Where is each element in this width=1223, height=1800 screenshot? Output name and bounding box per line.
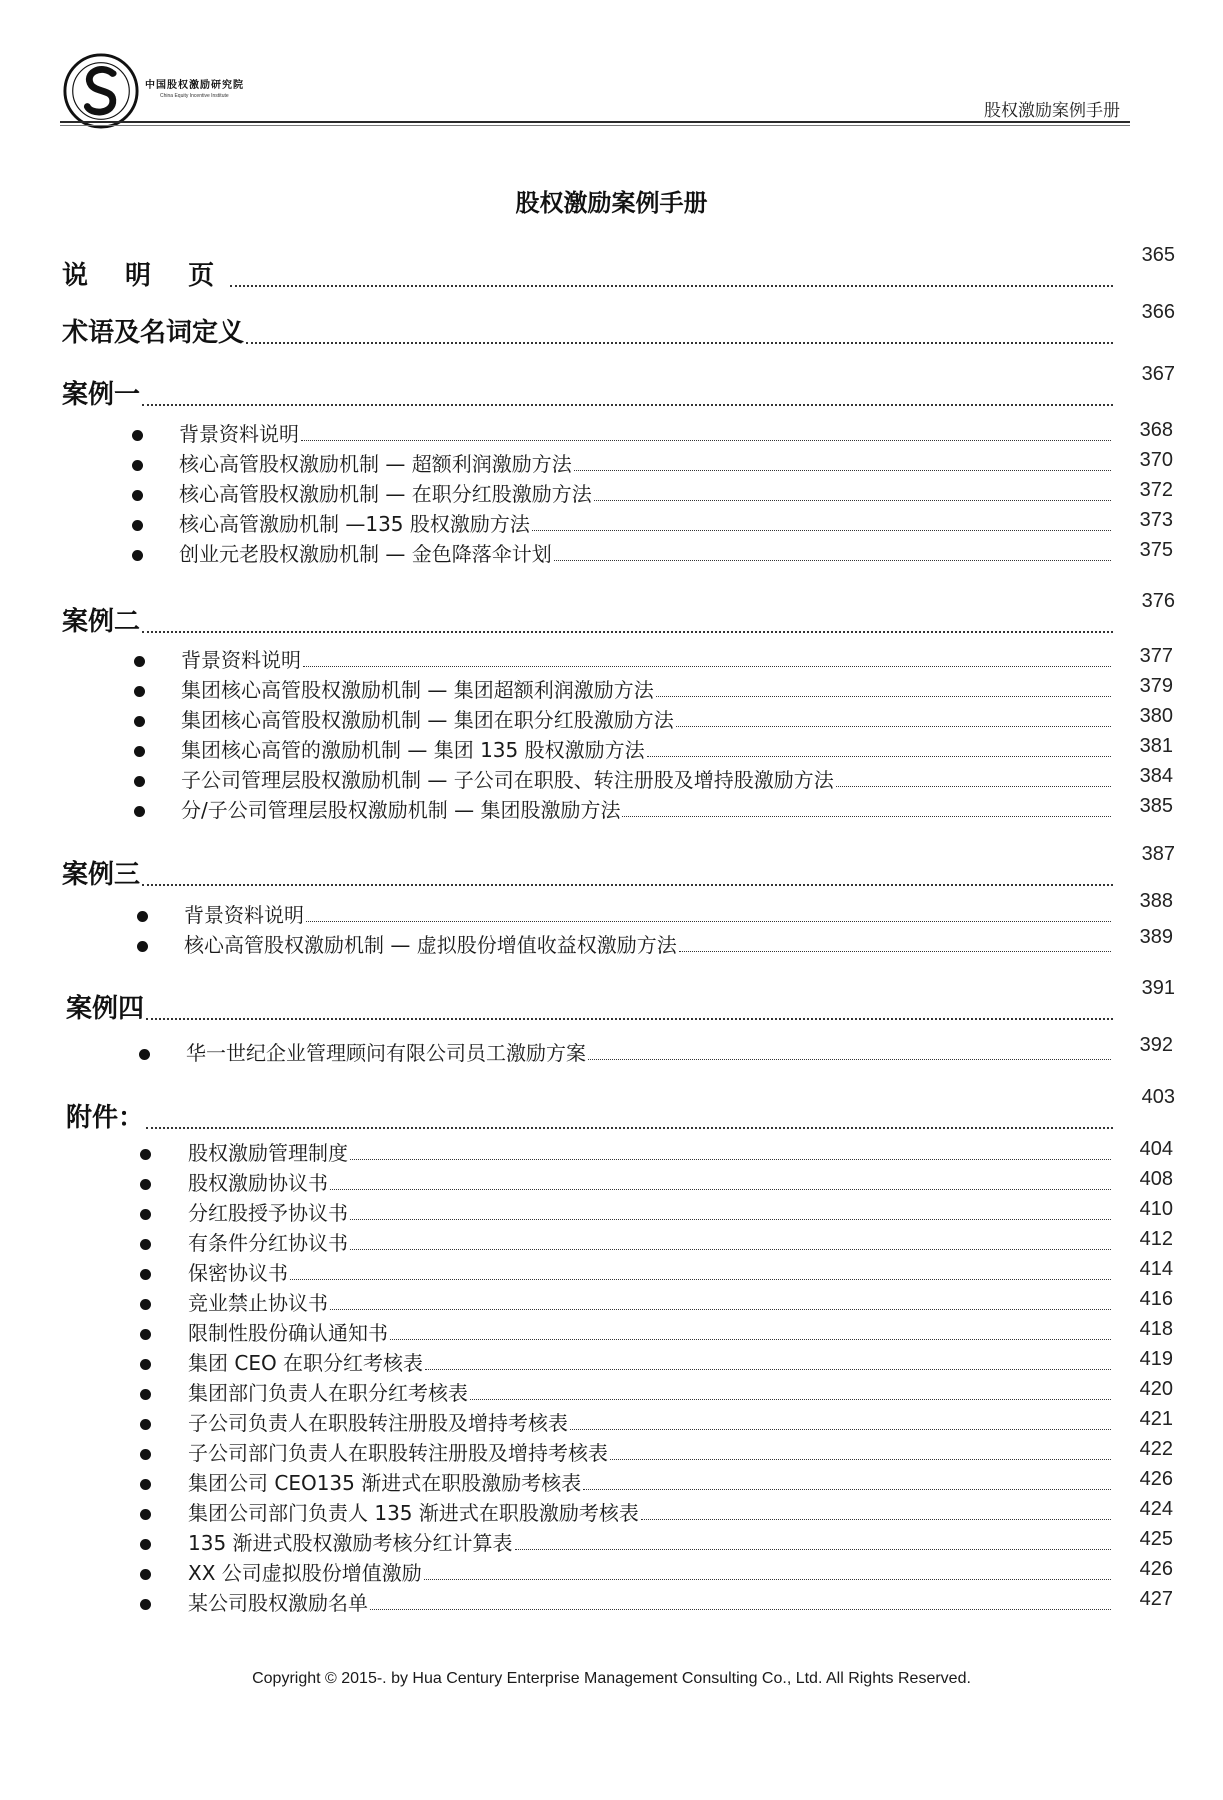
toc-page-number: 426: [1139, 1558, 1173, 1580]
toc-item-label: 股权激励协议书: [188, 1171, 328, 1195]
dot-leader: [622, 816, 1111, 817]
toc-item[interactable]: [179, 509, 1173, 537]
toc-item[interactable]: [181, 675, 1173, 703]
bullet-icon: [137, 941, 148, 952]
toc-item-label: 核心高管激励机制 —135 股权激励方法: [179, 512, 530, 536]
org-name-en: China Equity Incentive Institute: [160, 93, 229, 99]
toc-page-number: 380: [1139, 705, 1173, 727]
bullet-icon: [140, 1419, 151, 1430]
toc-page-number: 384: [1139, 765, 1173, 787]
dot-leader: [588, 1059, 1111, 1060]
toc-item-label: 集团 CEO 在职分红考核表: [188, 1351, 424, 1375]
toc-item[interactable]: [188, 1258, 1173, 1286]
running-header: 股权激励案例手册: [984, 101, 1120, 121]
toc-item[interactable]: [188, 1348, 1173, 1376]
bullet-icon: [134, 776, 145, 787]
org-name-cn: 中国股权激励研究院: [145, 80, 244, 91]
toc-item[interactable]: [188, 1588, 1173, 1616]
toc-item[interactable]: [188, 1378, 1173, 1406]
dot-leader: [330, 1189, 1111, 1190]
toc-item[interactable]: [181, 765, 1173, 793]
toc-item[interactable]: [179, 479, 1173, 507]
toc-page-number: 370: [1139, 449, 1173, 471]
toc-item-label: 集团公司 CEO135 渐进式在职股激励考核表: [188, 1471, 582, 1495]
toc-page-number: 366: [1141, 301, 1175, 323]
toc-section-label: 说 明 页: [62, 261, 229, 291]
toc-item[interactable]: [188, 1318, 1173, 1346]
dot-leader: [350, 1159, 1111, 1160]
toc-page-number: 375: [1139, 539, 1173, 561]
bullet-icon: [134, 746, 145, 757]
toc-page-number: 404: [1139, 1138, 1173, 1160]
dot-leader: [350, 1249, 1111, 1250]
toc-page-number: 412: [1139, 1228, 1173, 1250]
toc-item-label: 集团核心高管股权激励机制 — 集团在职分红股激励方法: [181, 708, 674, 732]
dot-leader: [290, 1279, 1111, 1280]
bullet-icon: [140, 1239, 151, 1250]
toc-page-number: 391: [1141, 977, 1175, 999]
bullet-icon: [134, 686, 145, 697]
toc-item-label: 背景资料说明: [181, 648, 301, 672]
toc-item[interactable]: [181, 795, 1173, 823]
dot-leader: [570, 1429, 1111, 1430]
toc-page-number: 421: [1139, 1408, 1173, 1430]
dot-leader: [641, 1519, 1111, 1520]
toc-item[interactable]: [179, 449, 1173, 477]
toc-page-number: 410: [1139, 1198, 1173, 1220]
dot-leader: [230, 285, 1113, 287]
toc-item[interactable]: [188, 1468, 1173, 1496]
toc-item[interactable]: [179, 539, 1173, 567]
toc-item[interactable]: [179, 419, 1173, 447]
toc-section[interactable]: [62, 843, 1175, 891]
toc-section-label: 案例一: [62, 380, 141, 410]
toc-section[interactable]: [62, 363, 1175, 411]
dot-leader: [301, 440, 1111, 441]
toc-page-number: 425: [1139, 1528, 1173, 1550]
toc-item-label: 核心高管股权激励机制 — 虚拟股份增值收益权激励方法: [184, 933, 677, 957]
toc-item-label: 背景资料说明: [179, 422, 299, 446]
toc-page-number: 368: [1139, 419, 1173, 441]
toc-page-number: 418: [1139, 1318, 1173, 1340]
toc-item[interactable]: [188, 1528, 1173, 1556]
toc-page-number: 387: [1141, 843, 1175, 865]
copyright-footer: Copyright © 2015-. by Hua Century Enterprise Management Consulting Co., Ltd. All Rights Reserved.: [252, 1670, 971, 1687]
toc-item[interactable]: [184, 890, 1173, 928]
toc-page-number: 422: [1139, 1438, 1173, 1460]
dot-leader: [583, 1489, 1111, 1490]
toc-page-number: 419: [1139, 1348, 1173, 1370]
bullet-icon: [140, 1539, 151, 1550]
bullet-icon: [134, 656, 145, 667]
toc-item[interactable]: [184, 926, 1173, 958]
toc-item-label: 保密协议书: [188, 1261, 288, 1285]
toc-item-label: 限制性股份确认通知书: [188, 1321, 388, 1345]
toc-item[interactable]: [181, 735, 1173, 763]
toc-item-label: XX 公司虚拟股份增值激励: [188, 1561, 422, 1585]
bullet-icon: [140, 1209, 151, 1220]
bullet-icon: [140, 1359, 151, 1370]
toc-item-label: 某公司股权激励名单: [188, 1591, 368, 1615]
toc-item[interactable]: [188, 1198, 1173, 1226]
dot-leader: [515, 1549, 1111, 1550]
bullet-icon: [134, 716, 145, 727]
dot-leader: [390, 1339, 1111, 1340]
toc-page-number: 414: [1139, 1258, 1173, 1280]
toc-item-label: 集团公司部门负责人 135 渐进式在职股激励考核表: [188, 1501, 639, 1525]
bullet-icon: [132, 490, 143, 501]
bullet-icon: [134, 806, 145, 817]
toc-section-label: 案例三: [62, 860, 141, 890]
toc-page-number: 377: [1139, 645, 1173, 667]
toc-item-label: 子公司部门负责人在职股转注册股及增持考核表: [188, 1441, 608, 1465]
toc-page-number: 379: [1139, 675, 1173, 697]
toc-page-number: 426: [1139, 1468, 1173, 1490]
dot-leader: [303, 666, 1111, 667]
dot-leader: [142, 404, 1113, 406]
toc-page-number: 403: [1141, 1086, 1175, 1108]
toc-page-number: 367: [1141, 363, 1175, 385]
toc-section-label: 术语及名词定义: [62, 318, 245, 348]
toc-item-label: 分红股授予协议书: [188, 1201, 348, 1225]
dot-leader: [676, 726, 1111, 727]
dot-leader: [350, 1219, 1111, 1220]
toc-item-label: 背景资料说明: [184, 903, 304, 927]
bullet-icon: [140, 1449, 151, 1460]
toc-item[interactable]: [181, 705, 1173, 733]
toc-page-number: 376: [1141, 590, 1175, 612]
toc-page-number: 420: [1139, 1378, 1173, 1400]
bullet-icon: [140, 1599, 151, 1610]
toc-item-label: 集团核心高管股权激励机制 — 集团超额利润激励方法: [181, 678, 654, 702]
dot-leader: [424, 1579, 1111, 1580]
toc-item[interactable]: [181, 645, 1173, 673]
bullet-icon: [140, 1479, 151, 1490]
dot-leader: [306, 921, 1111, 922]
toc-page-number: 385: [1139, 795, 1173, 817]
toc-item[interactable]: [186, 1034, 1173, 1066]
dot-leader: [647, 756, 1111, 757]
dot-leader: [142, 631, 1113, 633]
toc-item[interactable]: [188, 1138, 1173, 1166]
toc-item[interactable]: [188, 1498, 1173, 1526]
document-title: 股权激励案例手册: [515, 189, 708, 217]
toc-page-number: 365: [1141, 244, 1175, 266]
bullet-icon: [140, 1149, 151, 1160]
toc-page-number: 388: [1139, 890, 1173, 912]
toc-section-label: 附件：: [66, 1103, 145, 1133]
dot-leader: [470, 1399, 1111, 1400]
bullet-icon: [132, 460, 143, 471]
bullet-icon: [132, 520, 143, 531]
bullet-icon: [140, 1269, 151, 1280]
toc-page-number: 372: [1139, 479, 1173, 501]
toc-item-label: 竞业禁止协议书: [188, 1291, 328, 1315]
toc-item-label: 华一世纪企业管理顾问有限公司员工激励方案: [186, 1041, 586, 1065]
toc-section[interactable]: [62, 301, 1175, 349]
toc-page-number: 389: [1139, 926, 1173, 948]
toc-item-label: 核心高管股权激励机制 — 超额利润激励方法: [179, 452, 572, 476]
bullet-icon: [139, 1049, 150, 1060]
toc-page-number: 408: [1139, 1168, 1173, 1190]
toc-item[interactable]: [188, 1558, 1173, 1586]
dot-leader: [146, 1127, 1113, 1129]
toc-item-label: 集团核心高管的激励机制 — 集团 135 股权激励方法: [181, 738, 645, 762]
toc-item[interactable]: [188, 1288, 1173, 1316]
dot-leader: [370, 1609, 1111, 1610]
toc-item[interactable]: [188, 1228, 1173, 1256]
dot-leader: [554, 560, 1111, 561]
toc-item-label: 子公司负责人在职股转注册股及增持考核表: [188, 1411, 568, 1435]
toc-item[interactable]: [188, 1438, 1173, 1466]
dot-leader: [610, 1459, 1111, 1460]
toc-item-label: 有条件分红协议书: [188, 1231, 348, 1255]
dot-leader: [656, 696, 1111, 697]
bullet-icon: [137, 911, 148, 922]
toc-page-number: 427: [1139, 1588, 1173, 1610]
toc-section[interactable]: [66, 1086, 1175, 1134]
toc-item-label: 创业元老股权激励机制 — 金色降落伞计划: [179, 542, 552, 566]
toc-section-label: 案例四: [66, 994, 145, 1024]
toc-item-label: 子公司管理层股权激励机制 — 子公司在职股、转注册股及增持股激励方法: [181, 768, 834, 792]
toc-section-label: 案例二: [62, 607, 141, 637]
dot-leader: [142, 884, 1113, 886]
dot-leader: [330, 1309, 1111, 1310]
dot-leader: [532, 530, 1111, 531]
toc-page-number: 392: [1139, 1034, 1173, 1056]
toc-item-label: 分/子公司管理层股权激励机制 — 集团股激励方法: [181, 798, 621, 822]
toc-item[interactable]: [188, 1168, 1173, 1196]
dot-leader: [146, 1018, 1113, 1020]
toc-item-label: 股权激励管理制度: [188, 1141, 348, 1165]
toc-item-label: 核心高管股权激励机制 — 在职分红股激励方法: [179, 482, 592, 506]
dot-leader: [574, 470, 1111, 471]
bullet-icon: [140, 1569, 151, 1580]
toc-item[interactable]: [188, 1408, 1173, 1436]
toc-page-number: 381: [1139, 735, 1173, 757]
bullet-icon: [140, 1509, 151, 1520]
dot-leader: [836, 786, 1111, 787]
dot-leader: [246, 342, 1113, 344]
bullet-icon: [132, 430, 143, 441]
toc-page-number: 424: [1139, 1498, 1173, 1520]
toc-item-label: 135 渐进式股权激励考核分红计算表: [188, 1531, 513, 1555]
bullet-icon: [140, 1299, 151, 1310]
dot-leader: [679, 951, 1111, 952]
bullet-icon: [132, 550, 143, 561]
toc-page-number: 416: [1139, 1288, 1173, 1310]
bullet-icon: [140, 1389, 151, 1400]
toc-section[interactable]: [62, 590, 1175, 638]
toc-section[interactable]: [66, 977, 1175, 1025]
dot-leader: [594, 500, 1111, 501]
toc-page-number: 373: [1139, 509, 1173, 531]
toc-item-label: 集团部门负责人在职分红考核表: [188, 1381, 468, 1405]
bullet-icon: [140, 1179, 151, 1190]
toc-section[interactable]: [62, 244, 1175, 292]
dot-leader: [425, 1369, 1111, 1370]
bullet-icon: [140, 1329, 151, 1340]
